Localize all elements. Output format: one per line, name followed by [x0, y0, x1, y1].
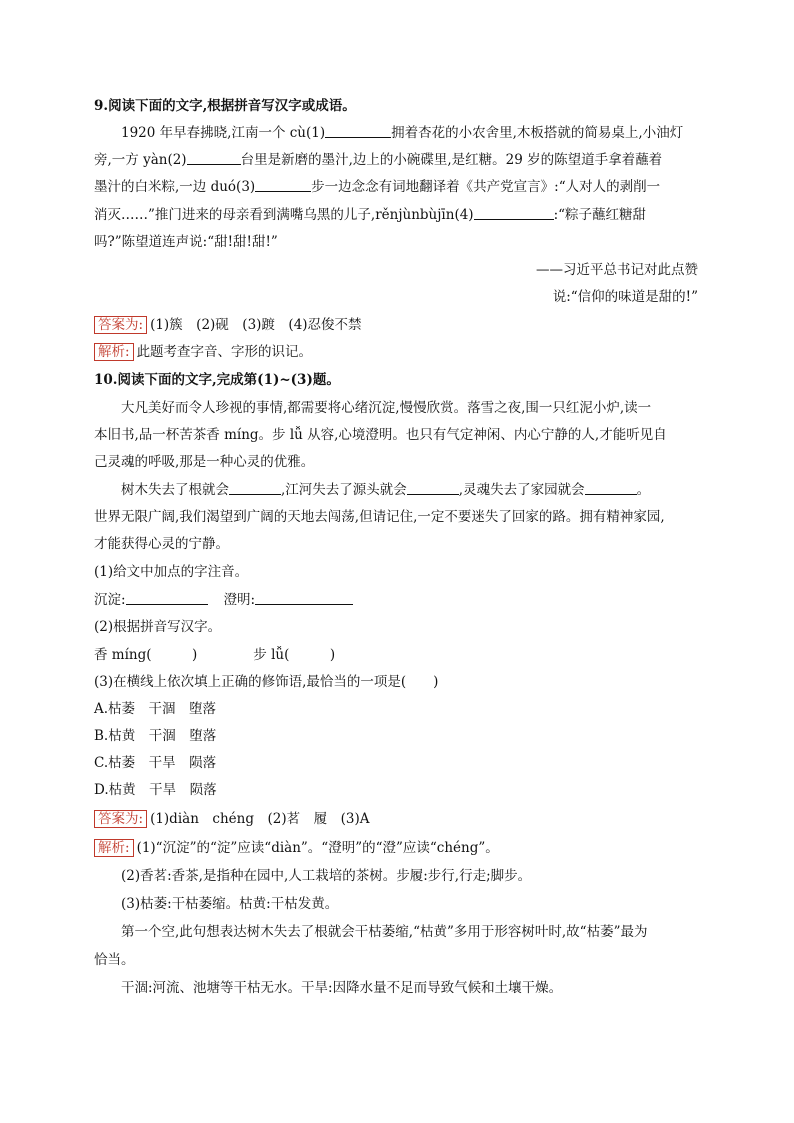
answer-text: (1)diàn chéng (2)茗 履 (3)A	[150, 811, 370, 827]
chengming-answer-blank[interactable]	[255, 590, 353, 605]
q10-paragraph-line: 己灵魂的呼吸,那是一种心灵的优雅。	[94, 454, 315, 470]
option-a[interactable]: A.枯萎 干涸 堕落	[94, 701, 217, 717]
q10-paragraph-line: 大凡美好而令人珍视的事情,都需要将心绪沉淀,慢慢欣赏。落雪之夜,围一只红泥小炉,读一	[121, 400, 652, 416]
q10-text: 。	[636, 482, 651, 498]
q9-text: 拥着杏花的小农舍里,木板搭就的简易桌上,小油灯	[391, 125, 684, 141]
answer-text: (1)簇 (2)砚 (3)踱 (4)忍俊不禁	[150, 317, 362, 333]
q10-paragraph-line: 才能获得心灵的宁静。	[94, 536, 229, 552]
analysis-text: 此题考查字音、字形的识记。	[136, 344, 313, 360]
q10-sub2: (2)根据拼音写汉字。	[94, 619, 222, 635]
q9-analysis	[94, 342, 312, 362]
q10-analysis-line: 第一个空,此句想表达树木失去了根就会干枯萎缩,“枯黄”多用于形容树叶时,故“枯萎”最为	[121, 924, 648, 940]
q10-analysis-line: 干涸:河流、池塘等干枯无水。干旱:因降水量不足而导致气候和土壤干燥。	[121, 980, 563, 996]
q10-sub3: (3)在横线上依次填上正确的修饰语,最恰当的一项是( )	[94, 674, 439, 690]
q10-sub1-fields	[94, 590, 353, 610]
q9-text: 旁,一方 yàn(2)	[94, 152, 187, 168]
q10-analysis-line: (2)香茗:香茶,是指种在园中,人工栽培的茶树。步履:步行,行走;脚步。	[121, 868, 532, 884]
q10-text: ,灵魂失去了家园就会	[458, 482, 585, 498]
answer-tag: 答案为:	[94, 316, 147, 334]
q10-analysis-line: (3)枯萎:干枯萎缩。枯黄:干枯发黄。	[121, 896, 339, 912]
q9-text: 1920 年早春拂晓,江南一个 cù(1)	[121, 125, 326, 141]
q9-blank-1[interactable]	[325, 123, 391, 138]
analysis-tag: 解析:	[94, 839, 134, 857]
q10-blank-2[interactable]	[407, 480, 459, 495]
q10-paragraph-line	[121, 480, 650, 500]
option-c[interactable]: C.枯萎 干旱 陨落	[94, 755, 217, 771]
q10-answer	[94, 809, 369, 829]
q9-title: 9.阅读下面的文字,根据拼音写汉字或成语。	[94, 98, 356, 114]
q9-blank-4[interactable]	[474, 205, 554, 220]
q10-text: ,江河失去了源头就会	[281, 482, 407, 498]
q9-paragraph-line	[94, 205, 646, 225]
q9-quote-attribution: ——习近平总书记对此点赞	[536, 262, 698, 278]
q10-analysis	[94, 838, 499, 858]
q9-paragraph-line	[94, 150, 662, 170]
q9-text: 步一边念念有词地翻译着《共产党宣言》:“人对人的剥削一	[311, 179, 661, 195]
q9-text: 台里是新磨的墨汁,边上的小碗碟里,是红糖。29 岁的陈望道手拿着蘸着	[240, 152, 663, 168]
q9-text: :“粽子蘸红糖甜	[553, 207, 647, 223]
q10-paragraph-line: 本旧书,品一杯苦茶香 míng。步 lǚ 从容,心境澄明。也只有气定神闲、内心宁静的人,才能听见自	[94, 427, 667, 443]
q9-text: 消灭……”推门进来的母亲看到满嘴乌黑的儿子,rěnjùnbùjīn(4)	[94, 207, 474, 223]
q10-blank-1[interactable]	[229, 480, 281, 495]
q9-answer	[94, 315, 362, 335]
q10-analysis-line: 恰当。	[94, 952, 135, 968]
q10-text: 树木失去了根就会	[121, 482, 229, 498]
chendian-answer-blank[interactable]	[126, 590, 208, 605]
q10-sub1: (1)给文中加点的字注音。	[94, 564, 249, 580]
field-label: 步 lǚ( )	[253, 647, 336, 663]
field-label: 香 míng( )	[94, 647, 198, 663]
option-d[interactable]: D.枯黄 干旱 陨落	[94, 782, 217, 798]
q9-text: 墨汁的白米粽,一边 duó(3)	[94, 179, 256, 195]
analysis-text: (1)“沉淀”的“淀”应读“diàn”。“澄明”的“澄”应读“chéng”。	[136, 840, 499, 856]
q10-blank-3[interactable]	[585, 480, 637, 495]
q10-paragraph-line: 世界无限广阔,我们渴望到广阔的天地去闯荡,但请记住,一定不要迷失了回家的路。拥有精神家园,	[94, 509, 665, 525]
q10-title: 10.阅读下面的文字,完成第(1)~(3)题。	[94, 372, 340, 388]
analysis-tag: 解析:	[94, 343, 134, 361]
q9-paragraph-line	[94, 177, 660, 197]
option-b[interactable]: B.枯黄 干涸 堕落	[94, 728, 217, 744]
field-label: 沉淀:	[94, 592, 126, 608]
q9-quote-text: 说:“信仰的味道是甜的!”	[552, 289, 698, 305]
q10-sub2-fields	[94, 645, 335, 665]
q9-blank-2[interactable]	[187, 150, 241, 165]
q9-blank-3[interactable]	[255, 177, 311, 192]
field-label: 澄明:	[223, 592, 256, 608]
q9-paragraph-line: 吗?”陈望道连声说:“甜!甜!甜!”	[94, 234, 278, 250]
q9-paragraph-line	[121, 123, 683, 143]
answer-tag: 答案为:	[94, 810, 147, 828]
